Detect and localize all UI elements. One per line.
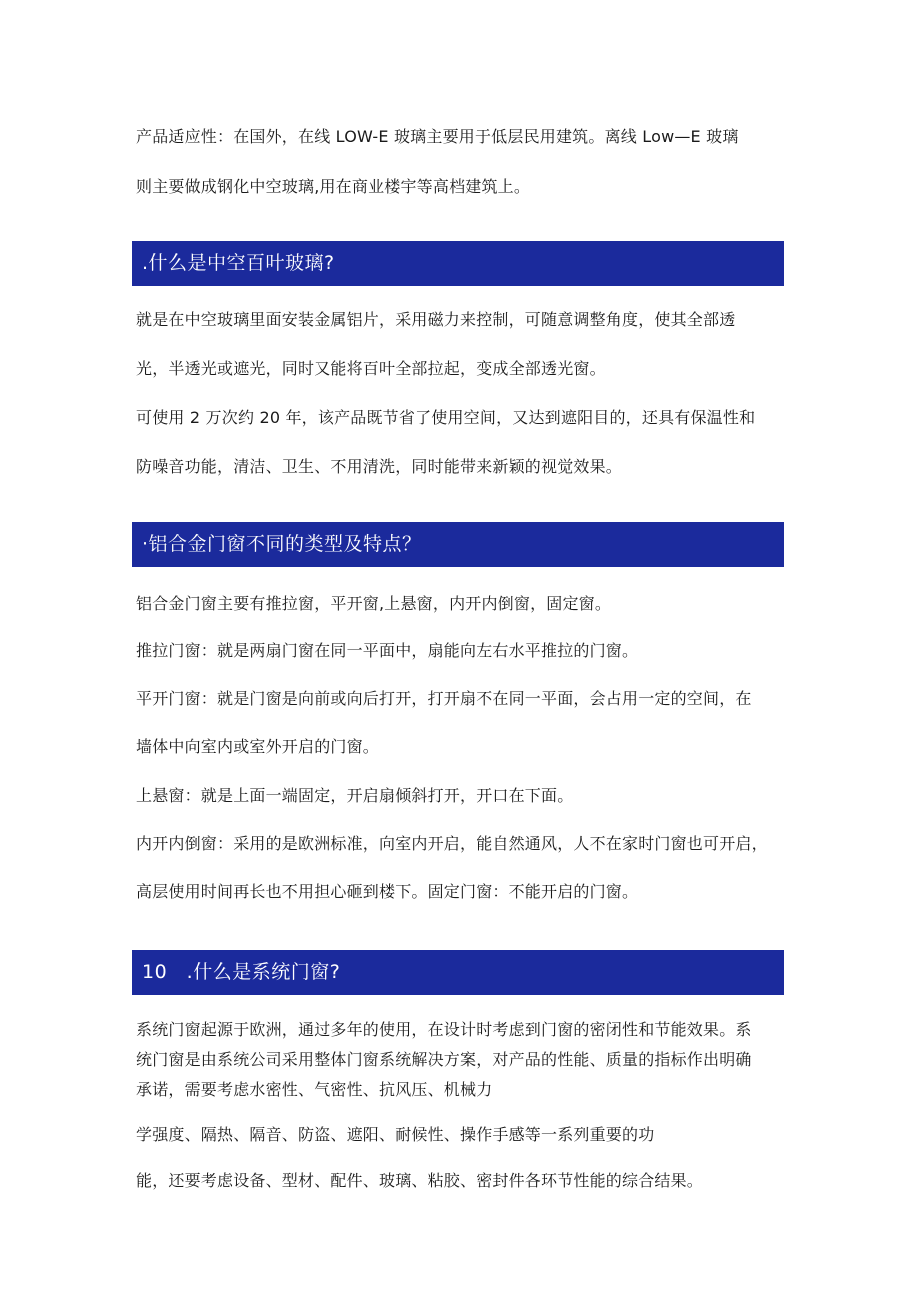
paragraph-line: 墙体中向室内或室外开启的门窗。 [136,737,380,756]
section-heading-aluminum-windows: ·铝合金门窗不同的类型及特点？ [132,522,784,567]
paragraph-line: 平开门窗：就是门窗是向前或向后打开，打开扇不在同一平面，会占用一定的空间，在 [136,689,752,708]
section-heading-system-windows: 10 .什么是系统门窗? [132,950,784,995]
paragraph-line: 铝合金门窗主要有推拉窗，平开窗,上悬窗，内开内倒窗，固定窗。 [136,594,612,613]
paragraph-line: 统门窗是由系统公司采用整体门窗系统解决方案，对产品的性能、质量的指标作出明确 [136,1050,752,1069]
paragraph-line: 防噪音功能，清洁、卫生、不用清洗，同时能带来新颖的视觉效果。 [136,457,623,476]
paragraph-line: 内开内倒窗：采用的是欧洲标准，向室内开启，能自然通风，人不在家时门窗也可开启， [136,834,768,853]
paragraph-line: 承诺，需要考虑水密性、气密性、抗风压、机械力 [136,1080,493,1099]
paragraph-line: 可使用 2 万次约 20 年，该产品既节省了使用空间，又达到遮阳目的，还具有保温性和 [136,408,756,427]
paragraph-line: 能，还要考虑设备、型材、配件、玻璃、粘胶、密封件各环节性能的综合结果。 [136,1171,704,1190]
paragraph-line: 就是在中空玻璃里面安装金属铝片，采用磁力来控制，可随意调整角度，使其全部透 [136,310,736,329]
paragraph-line: 推拉门窗：就是两扇门窗在同一平面中，扇能向左右水平推拉的门窗。 [136,641,639,660]
intro-line-1: 产品适应性：在国外，在线 LOW-E 玻璃主要用于低层民用建筑。离线 Low—E 玻璃 [136,127,739,146]
paragraph-line: 上悬窗：就是上面一端固定，开启扇倾斜打开，开口在下面。 [136,786,574,805]
section-heading-hollow-blinds: .什么是中空百叶玻璃? [132,241,784,286]
intro-line-2: 则主要做成钢化中空玻璃,用在商业楼宇等高档建筑上。 [136,177,531,196]
paragraph-line: 系统门窗起源于欧洲，通过多年的使用，在设计时考虑到门窗的密闭性和节能效果。系 [136,1020,752,1039]
paragraph-line: 学强度、隔热、隔音、防盗、遮阳、耐候性、操作手感等一系列重要的功 [136,1125,655,1144]
paragraph-line: 高层使用时间再长也不用担心砸到楼下。固定门窗：不能开启的门窗。 [136,882,639,901]
paragraph-line: 光，半透光或遮光，同时又能将百叶全部拉起，变成全部透光窗。 [136,359,606,378]
